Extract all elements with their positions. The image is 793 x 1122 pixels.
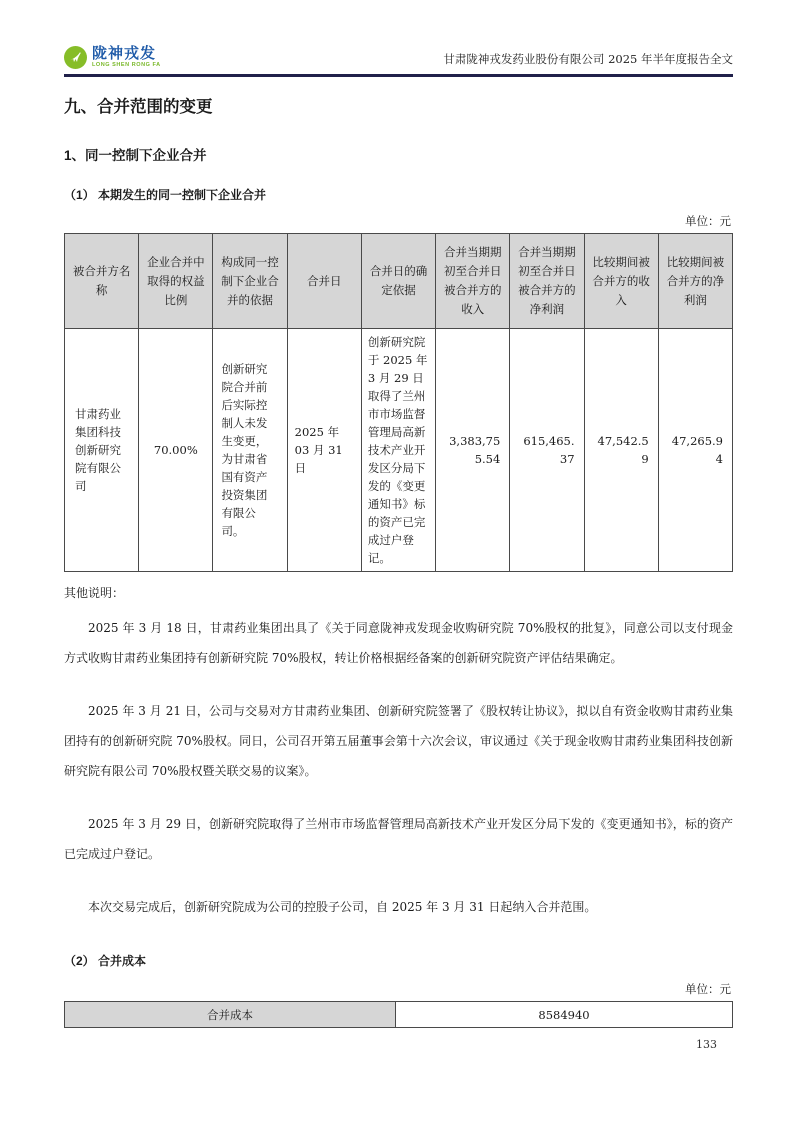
section-title-level3-item2: （2） 合并成本 [64,954,147,968]
page-header [64,46,733,77]
section-title-level1: 九、合并范围的变更 [64,98,213,116]
section-title-level2: 1、同一控制下企业合并 [64,148,207,163]
document-title: 甘肃陇神戎发药业股份有限公司 2025 年半年度报告全文 [443,52,733,66]
note-paragraph-1: 2025 年 3 月 18 日，甘肃药业集团出具了《关于同意陇神戎发现金收购研究院 70%股权的批复》，同意公司以支付现金方式收购甘肃药业集团持有创新研究院 70%股权，转让价格根据经备案的创新研究院资产评估结果确定。 [64,621,733,665]
cell-compare-netprofit: 47,265.94 [658,329,732,572]
note-paragraph-2: 2025 年 3 月 21 日，公司与交易对方甘肃药业集团、创新研究院签署了《股权转让协议》，拟以自有资金收购甘肃药业集团持有的创新研究院 70%股权。同日，公司召开第五届董事会第十六次会议，审议通过《关于现金收购甘肃药业集团科技创新研究院有限公司 70%股权暨关联交易的议案》。 [64,704,733,778]
unit-label: 单位：元 [685,214,731,228]
brand-tagline: LONG SHEN RONG FA [92,62,161,69]
cell-basis-same-control: 创新研究院合并前后实际控制人未发生变更，为甘肃省国有资产投资集团有限公司。 [213,329,287,572]
page-number: 133 [696,1038,717,1051]
col-header-basis-same-control: 构成同一控制下企业合并的依据 [213,234,287,329]
col-header-compare-revenue: 比较期间被合并方的收入 [584,234,658,329]
cell-revenue-to-merge-date: 3,383,755.54 [436,329,510,572]
cell-merge-date: 2025 年 03 月 31 日 [287,329,361,572]
company-logo [64,46,161,69]
other-notes-label: 其他说明： [64,586,125,600]
unit-label-2: 单位：元 [685,982,731,996]
cell-netprofit-to-merge-date: 615,465.37 [510,329,584,572]
cell-compare-revenue: 47,542.59 [584,329,658,572]
cost-table-row [65,1002,733,1028]
note-paragraph-3: 2025 年 3 月 29 日，创新研究院取得了兰州市市场监督管理局高新技术产业开发区分局下发的《变更通知书》，标的资产已完成过户登记。 [64,817,733,861]
cell-equity-ratio: 70.00% [139,329,213,572]
col-header-equity-ratio: 企业合并中取得的权益比例 [139,234,213,329]
merger-table [64,233,733,572]
section-title-level3-item1: （1） 本期发生的同一控制下企业合并 [64,188,267,202]
brand-text [92,46,161,69]
cost-table [64,1001,733,1028]
merger-table-data-row [65,329,733,572]
col-header-netprofit-to-merge-date: 合并当期期初至合并日被合并方的净利润 [510,234,584,329]
col-header-merge-date: 合并日 [287,234,361,329]
logo-mark-icon [64,46,87,69]
merger-table-header-row [65,234,733,329]
note-paragraph-4: 本次交易完成后，创新研究院成为公司的控股子公司，自 2025 年 3 月 31 日起纳入合并范围。 [88,900,597,914]
cell-merged-party: 甘肃药业集团科技创新研究院有限公司 [65,329,139,572]
cost-label-cell: 合并成本 [65,1002,396,1028]
cell-merge-date-basis: 创新研究院于 2025 年 3 月 29 日取得了兰州市市场监督管理局高新技术产业开发区分局下发的《变更通知书》标的资产已完成过户登记。 [361,329,435,572]
col-header-merge-date-basis: 合并日的确定依据 [361,234,435,329]
col-header-revenue-to-merge-date: 合并当期期初至合并日被合并方的收入 [436,234,510,329]
col-header-compare-netprofit: 比较期间被合并方的净利润 [658,234,732,329]
brand-name: 陇神戎发 [92,45,157,63]
cost-value-cell: 8584940 [395,1002,732,1028]
col-header-merged-party: 被合并方名称 [65,234,139,329]
